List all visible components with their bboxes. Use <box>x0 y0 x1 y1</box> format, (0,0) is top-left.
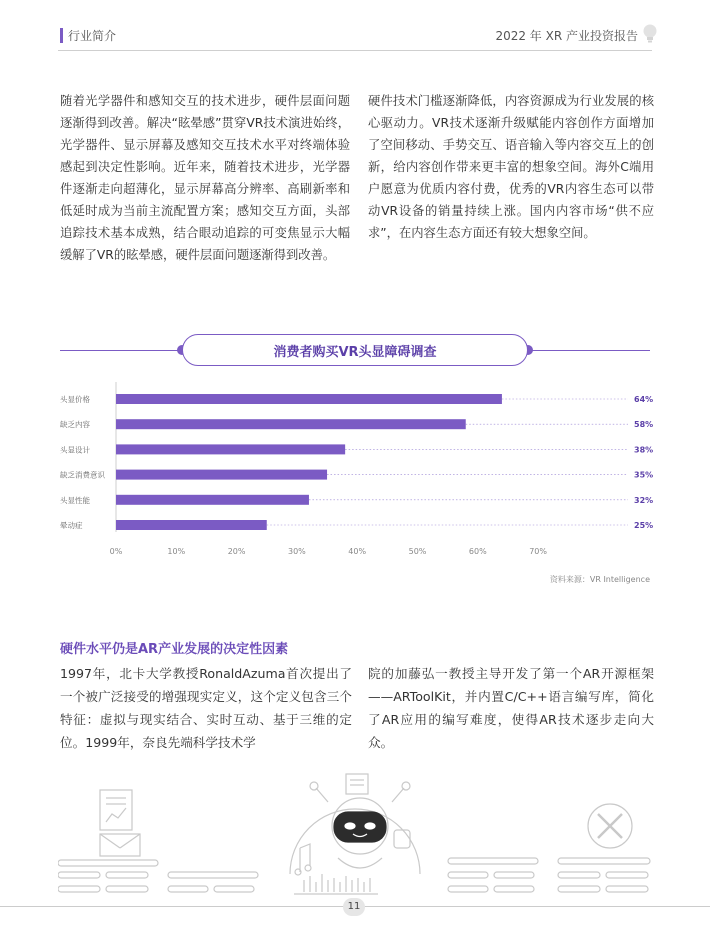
chart-source: 资料来源：VR Intelligence <box>549 575 650 584</box>
header-divider <box>58 50 652 51</box>
chart-bar <box>116 495 309 505</box>
chart-category-label: 晕动症 <box>60 521 83 530</box>
chart-tick-label: 70% <box>529 547 547 556</box>
lightbulb-icon <box>642 24 658 44</box>
chart-bar <box>116 419 466 429</box>
chart-tick-label: 0% <box>109 547 123 556</box>
header-accent-bar <box>60 28 63 43</box>
chart-value-label: 32% <box>634 495 654 505</box>
page-number: 11 <box>343 898 365 916</box>
chart-bar <box>116 394 502 404</box>
chart-title-banner <box>60 334 650 366</box>
mid-lines <box>168 858 538 892</box>
section-heading: 硬件水平仍是AR产业发展的决定性因素 <box>60 642 289 657</box>
right-lines <box>558 858 650 892</box>
chart-value-label: 38% <box>634 445 654 455</box>
chart-tick-label: 10% <box>167 547 186 556</box>
chart-tick-label: 30% <box>288 547 306 556</box>
body-paragraph-left: 随着光学器件和感知交互的技术进步，硬件层面问题逐渐得到改善。解决“眩晕感”贯穿VR技术演进始终，光学器件、显示屏幕及感知交互技术水平对终端体验感起到决定性影响。近年来，随着技术进步，光学器件逐渐走向超薄化，显示屏幕高分辨率、高刷新率和低延时成为当前主流配置方案；感知交互方面，头部追踪技术基本成熟，结合眼动追踪的可变焦显示大幅缓解了VR的眩晕感，硬件层面问题逐渐得到改善。 <box>60 94 350 262</box>
body-paragraph-right: 硬件技术门槛逐渐降低，内容资源成为行业发展的核心驱动力。VR技术逐渐升级赋能内容创作方面增加了空间移动、手势交互、语音输入等内容交互上的创新，给内容创作带来更丰富的想象空间。海外C端用户愿意为优质内容付费，优秀的VR内容生态可以带动VR设备的销量持续上涨。国内内容市场“供不应求”，在内容生态方面还有较大想象空间。 <box>368 94 654 240</box>
robot-illustration <box>58 762 652 912</box>
chart-value-label: 58% <box>634 420 654 430</box>
chart-category-label: 头显性能 <box>60 495 90 505</box>
chart-value-label: 64% <box>634 395 654 404</box>
chart-category-label: 头显设计 <box>60 445 90 455</box>
left-lines <box>58 860 158 892</box>
chart-value-label: 35% <box>634 470 654 480</box>
chart-category-label: 头显价格 <box>60 395 90 404</box>
section-paragraph-left: 1997年，北卡大学教授RonaldAzuma首次提出了一个被广泛接受的增强现实定义，这个定义包含三个特征：虚拟与现实结合、实时互动、基于三维的定位。1999年，奈良先端科学技术学 <box>60 666 352 750</box>
chart-category-label: 缺乏内容 <box>60 420 90 430</box>
chart-tick-label: 50% <box>408 547 427 556</box>
chart-bar <box>116 470 327 480</box>
chart-title: 消费者购买VR头显障碍调查 <box>182 334 528 366</box>
chart-bar <box>116 520 267 530</box>
chart-tick-label: 60% <box>468 547 487 556</box>
bar-chart <box>0 380 710 560</box>
close-circle-icon <box>588 804 632 848</box>
document-icon <box>100 790 140 856</box>
robot-figure <box>290 774 420 894</box>
chart-category-label: 缺乏消费意识 <box>60 470 105 480</box>
header-section-title: 行业简介 <box>68 29 117 43</box>
section-paragraph-right: 院的加藤弘一教授主导开发了第一个AR开源框架——ARToolKit，并内置C/C++语言编写库，简化了AR应用的编写难度，使得AR技术逐步走向大众。 <box>368 666 654 750</box>
chart-tick-label: 20% <box>227 547 246 556</box>
header-report-title: 2022 年 XR 产业投资报告 <box>495 29 638 43</box>
chart-value-label: 25% <box>634 521 654 530</box>
chart-bar <box>116 444 345 454</box>
chart-tick-label: 40% <box>348 547 367 556</box>
